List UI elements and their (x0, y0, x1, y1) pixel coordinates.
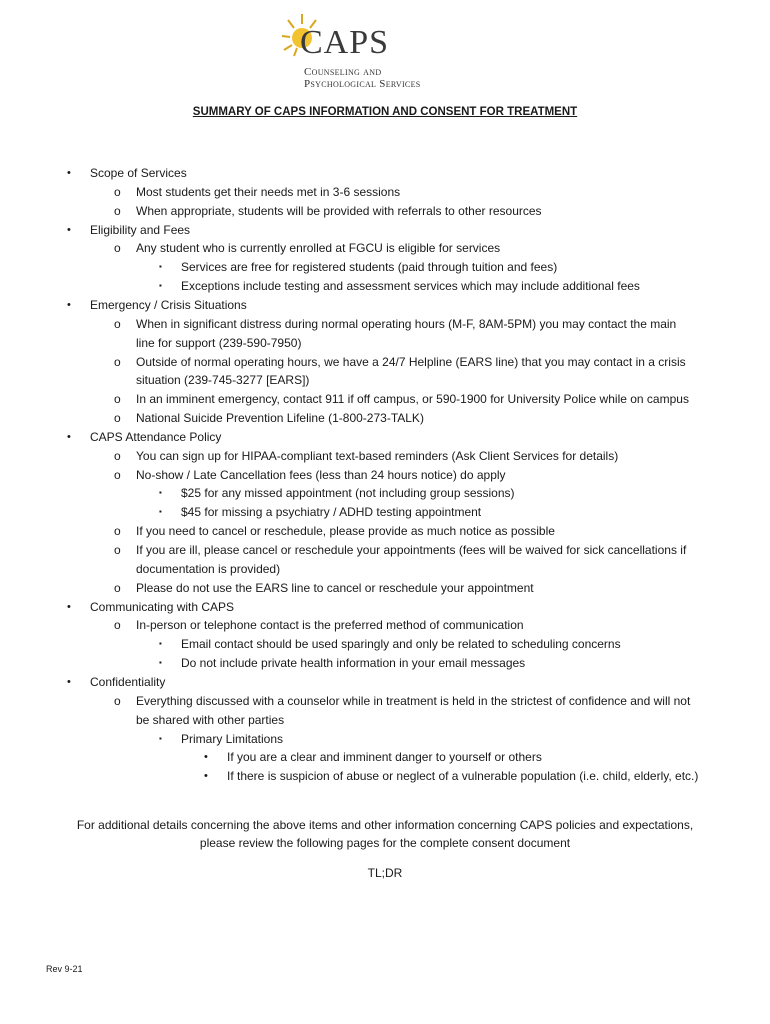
list-marker: ▪ (159, 262, 162, 271)
list-marker: • (67, 167, 71, 179)
list-item: In an imminent emergency, contact 911 if off campus, or 590-1900 for University Police while on campus (136, 392, 689, 406)
revision-label: Rev 9-21 (46, 964, 83, 974)
list-marker: o (114, 524, 121, 538)
list-item: National Suicide Prevention Lifeline (1-800-273-TALK) (136, 411, 424, 425)
tldr-label: TL;DR (367, 866, 403, 880)
list-marker: ▪ (159, 658, 162, 667)
list-marker: • (67, 431, 71, 443)
list-item: Any student who is currently enrolled at FGCU is eligible for services (136, 241, 501, 255)
list-item: Exceptions include testing and assessment services which may include additional fees (181, 279, 640, 293)
logo-wordmark: CAPS (300, 24, 390, 61)
list-marker: • (204, 770, 208, 782)
list-marker: ▪ (159, 639, 162, 648)
list-item: documentation is provided) (136, 562, 281, 576)
list-marker: o (114, 543, 121, 557)
list-item: $25 for any missed appointment (not including group sessions) (181, 486, 515, 500)
logo-subtitle-line2: Psychological Services (304, 78, 421, 90)
list-item: No-show / Late Cancellation fees (less than 24 hours notice) do apply (136, 468, 506, 482)
list-item: Scope of Services (90, 166, 187, 180)
list-marker: o (114, 581, 121, 595)
list-item: line for support (239-590-7950) (136, 336, 302, 350)
list-item: If you are a clear and imminent danger to yourself or others (227, 750, 542, 764)
footer-line-2: please review the following pages for the complete consent document (199, 836, 571, 850)
list-item: When appropriate, students will be provided with referrals to other resources (136, 204, 542, 218)
document-title: SUMMARY OF CAPS INFORMATION AND CONSENT FOR TREATMENT (192, 106, 578, 118)
list-marker: • (67, 676, 71, 688)
list-marker: • (67, 601, 71, 613)
list-marker: o (114, 392, 121, 406)
list-item: Emergency / Crisis Situations (90, 298, 247, 312)
logo-subtitle (304, 66, 421, 90)
list-marker: • (67, 299, 71, 311)
list-marker: • (204, 751, 208, 763)
list-item: You can sign up for HIPAA-compliant text-based reminders (Ask Client Services for details) (136, 449, 619, 463)
list-marker: ▪ (159, 488, 162, 497)
list-marker: o (114, 411, 121, 425)
list-item: be shared with other parties (136, 713, 285, 727)
list-marker: o (114, 204, 121, 218)
list-marker: o (114, 694, 121, 708)
list-marker: ▪ (159, 507, 162, 516)
list-marker: o (114, 241, 121, 255)
list-item: Services are free for registered students (paid through tuition and fees) (181, 260, 558, 274)
list-marker: o (114, 618, 121, 632)
list-item: Confidentiality (90, 675, 166, 689)
list-item: CAPS Attendance Policy (90, 430, 222, 444)
list-item: Email contact should be used sparingly and only be related to scheduling concerns (181, 637, 621, 651)
list-item: In-person or telephone contact is the preferred method of communication (136, 618, 524, 632)
list-marker: o (114, 449, 121, 463)
list-item: Primary Limitations (181, 732, 284, 746)
list-item: If you need to cancel or reschedule, please provide as much notice as possible (136, 524, 555, 538)
list-item: situation (239-745-3277 [EARS]) (136, 373, 310, 387)
list-marker: ▪ (159, 734, 162, 743)
list-marker: o (114, 185, 121, 199)
list-marker: o (114, 468, 121, 482)
list-item: Everything discussed with a counselor while in treatment is held in the strictest of confidence and will not (136, 694, 691, 708)
caps-logo (280, 12, 430, 92)
list-item: Do not include private health information in your email messages (181, 656, 526, 670)
list-item: If you are ill, please cancel or reschedule your appointments (fees will be waived for sick cancellations if (136, 543, 687, 557)
list-marker: o (114, 317, 121, 331)
list-item: Outside of normal operating hours, we have a 24/7 Helpline (EARS line) that you may contact in a crisis (136, 355, 686, 369)
list-item: Please do not use the EARS line to cancel or reschedule your appointment (136, 581, 534, 595)
logo-subtitle-line1: Counseling and (304, 66, 382, 78)
list-marker: • (67, 224, 71, 236)
list-item: If there is suspicion of abuse or neglect of a vulnerable population (i.e. child, elderly, etc.) (227, 769, 699, 783)
list-item: Eligibility and Fees (90, 223, 191, 237)
list-item: Most students get their needs met in 3-6 sessions (136, 185, 401, 199)
list-marker: o (114, 355, 121, 369)
list-item: Communicating with CAPS (90, 600, 235, 614)
list-item: $45 for missing a psychiatry / ADHD testing appointment (181, 505, 482, 519)
list-item: When in significant distress during normal operating hours (M-F, 8AM-5PM) you may contact the main (136, 317, 677, 331)
list-marker: ▪ (159, 281, 162, 290)
footer-line-1: For additional details concerning the above items and other information concerning CAPS policies and expectations, (76, 818, 694, 832)
